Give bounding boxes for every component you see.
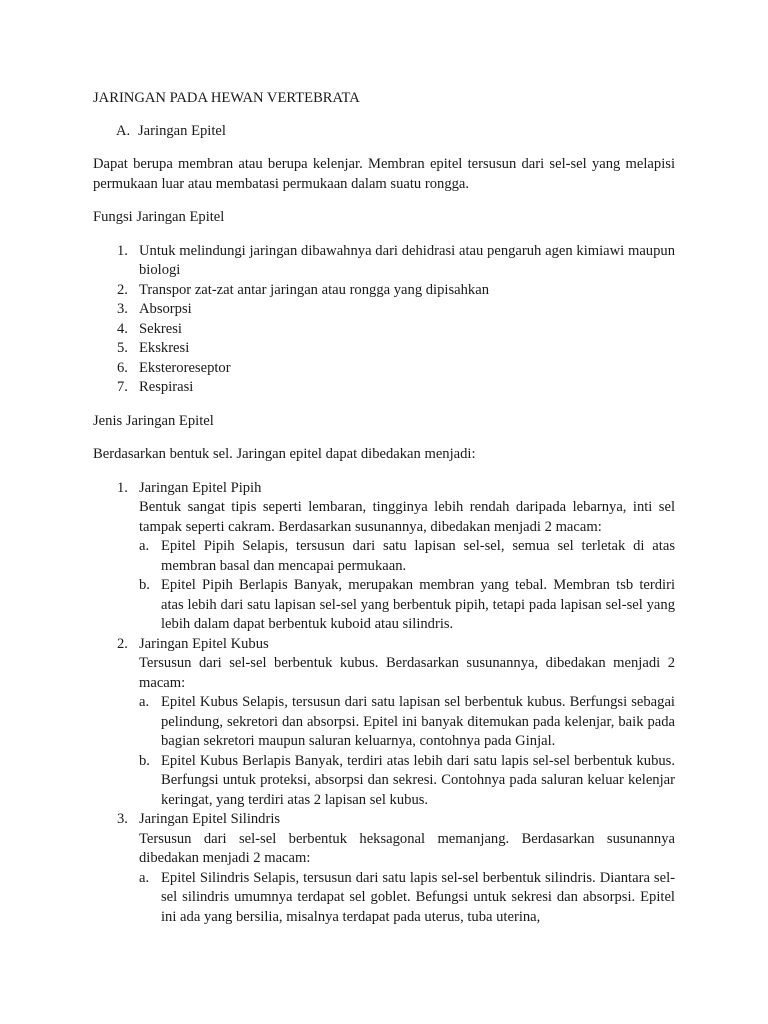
jenis-heading: Jenis Jaringan Epitel bbox=[93, 412, 214, 429]
list-item bbox=[93, 242, 675, 281]
item-number: 3. bbox=[117, 811, 128, 827]
sub-item-text: Epitel Kubus Berlapis Banyak, terdiri atas lebih dari satu lapis sel-sel berbentuk kubus. Berfungsi untuk proteksi, absorpsi dan sekresi. Contohnya pada saluran keluar kelenjar keringat, yang terdiri atas 2 lapisan sel kubus. bbox=[161, 752, 675, 808]
section-heading-a bbox=[116, 122, 675, 142]
list-item bbox=[93, 479, 675, 635]
sub-item-label: b. bbox=[139, 752, 150, 769]
item-text: Untuk melindungi jaringan dibawahnya dari dehidrasi atau pengaruh agen kimiawi maupun biologi bbox=[139, 242, 675, 278]
item-number: 2. bbox=[117, 635, 128, 652]
item-description: Tersusun dari sel-sel berbentuk kubus. Berdasarkan susunannya, dibedakan menjadi 2 macam: bbox=[139, 655, 675, 691]
fungsi-list bbox=[93, 242, 675, 398]
item-number: 1. bbox=[117, 479, 128, 496]
item-number: 5. bbox=[117, 340, 128, 356]
intro-paragraph: Dapat berupa membran atau berupa kelenjar. Membran epitel tersusun dari sel-sel yang melapisi permukaan luar atau membatasi permukaan dalam suatu rongga. bbox=[93, 156, 675, 192]
item-text: Sekresi bbox=[139, 320, 182, 337]
sub-item bbox=[139, 693, 675, 752]
item-number: 7. bbox=[117, 379, 128, 395]
item-text: Eksteroreseptor bbox=[139, 359, 231, 376]
item-content bbox=[139, 810, 675, 927]
sub-item-text: Epitel Pipih Berlapis Banyak, merupakan membran yang tebal. Membran tsb terdiri atas lebih dari satu lapisan sel-sel yang berbentuk pipih, tetapi pada lapisan sel-sel yang lebih dalam dapat berbentuk kuboid atau silindris. bbox=[161, 577, 675, 632]
list-item bbox=[93, 281, 675, 301]
item-text: Transpor zat-zat antar jaringan atau rongga yang dipisahkan bbox=[139, 281, 489, 298]
item-content bbox=[139, 635, 675, 811]
jenis-list bbox=[93, 479, 675, 928]
list-item bbox=[93, 320, 675, 340]
item-text: Respirasi bbox=[139, 379, 194, 395]
item-number: 3. bbox=[117, 301, 128, 317]
section-label: A. bbox=[116, 122, 131, 139]
fungsi-heading: Fungsi Jaringan Epitel bbox=[93, 209, 225, 225]
sub-item-label: b. bbox=[139, 577, 150, 593]
list-item bbox=[93, 378, 675, 398]
jenis-intro: Berdasarkan bentuk sel. Jaringan epitel dapat dibedakan menjadi: bbox=[93, 446, 476, 462]
list-item bbox=[93, 810, 675, 927]
item-text: Ekskresi bbox=[139, 340, 190, 356]
list-item bbox=[93, 359, 675, 379]
item-title: Jaringan Epitel Kubus bbox=[139, 635, 269, 652]
sub-item-text: Epitel Silindris Selapis, tersusun dari satu lapis sel-sel berbentuk silindris. Diantara sel-sel silindris umumnya terdapat sel goblet. Befungsi untuk sekresi dan absorpsi. Epitel ini ada yang bersilia, misalnya terdapat pada uterus, tuba uterina, bbox=[161, 869, 675, 925]
item-number: 4. bbox=[117, 320, 128, 337]
sub-item bbox=[139, 576, 675, 635]
item-description: Tersusun dari sel-sel berbentuk heksagonal memanjang. Berdasarkan susunannya dibedakan menjadi 2 macam: bbox=[139, 830, 675, 866]
list-item bbox=[93, 635, 675, 811]
section-title: Jaringan Epitel bbox=[138, 122, 226, 139]
item-number: 2. bbox=[117, 281, 128, 298]
sub-item-label: a. bbox=[139, 694, 150, 710]
sub-item bbox=[139, 869, 675, 928]
document-title: JARINGAN PADA HEWAN VERTEBRATA bbox=[93, 90, 360, 106]
sub-item-text: Epitel Kubus Selapis, tersusun dari satu lapisan sel berbentuk kubus. Berfungsi sebagai pelindung, sekretori dan absorpsi. Epitel ini banyak ditemukan pada kelenjar, baik pada bagian sekretori maupun saluran keluarnya, contohnya pada Ginjal. bbox=[161, 694, 675, 749]
item-description: Bentuk sangat tipis seperti lembaran, tingginya lebih rendah daripada lebarnya, inti sel tampak seperti cakram. Berdasarkan susunannya, dibedakan menjadi 2 macam: bbox=[139, 499, 675, 535]
item-title: Jaringan Epitel Pipih bbox=[139, 479, 262, 496]
document-body bbox=[93, 89, 675, 927]
list-item bbox=[93, 300, 675, 320]
sub-item-text: Epitel Pipih Selapis, tersusun dari satu lapisan sel-sel, semua sel terletak di atas membran basal dan mencapai permukaan. bbox=[161, 538, 675, 574]
list-item bbox=[93, 339, 675, 359]
item-text: Absorpsi bbox=[139, 301, 192, 317]
item-number: 6. bbox=[117, 359, 128, 376]
sub-item-label: a. bbox=[139, 538, 150, 554]
item-number: 1. bbox=[117, 242, 128, 259]
sub-item bbox=[139, 537, 675, 576]
item-content bbox=[139, 479, 675, 635]
item-title: Jaringan Epitel Silindris bbox=[139, 811, 281, 827]
sub-item bbox=[139, 752, 675, 811]
sub-item-label: a. bbox=[139, 869, 150, 886]
